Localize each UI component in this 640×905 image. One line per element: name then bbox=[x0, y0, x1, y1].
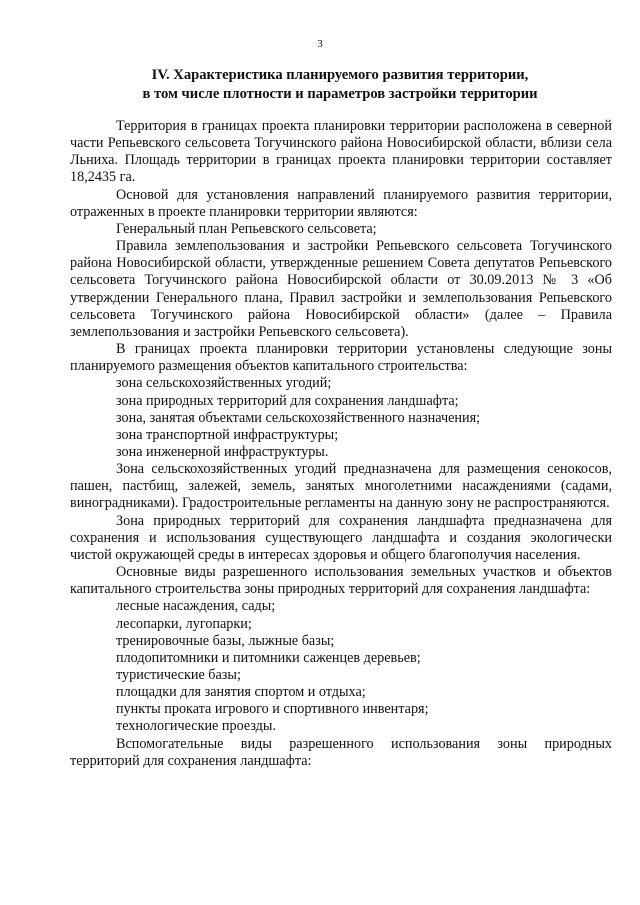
document-body bbox=[70, 118, 612, 770]
paragraph-basis: Основой для установления направлений планируемого развития территории, отраженных в проекте планировки территории являются: bbox=[70, 186, 612, 220]
list-item-main-use: тренировочные базы, лыжные базы; bbox=[116, 632, 335, 649]
section-title bbox=[70, 66, 610, 104]
list-item-main-use: площадки для занятия спортом и отдыха; bbox=[116, 684, 366, 701]
list-item-main-use: туристические базы; bbox=[116, 667, 241, 683]
list-item-zone: зона природных территорий для сохранения ландшафта; bbox=[116, 392, 459, 409]
list-item-zone: зона сельскохозяйственных угодий; bbox=[116, 375, 332, 392]
section-title-line-1: IV. Характеристика планируемого развития территории, bbox=[151, 67, 529, 83]
paragraph-zones-intro: В границах проекта планировки территории установлены следующие зоны планируемого размещения объектов капитального строительства: bbox=[70, 341, 612, 375]
paragraph-natural-zone: Зона природных территорий для сохранения ландшафта предназначена для сохранения и использования существующего ландшафта и создания экологически чистой окружающей среды в интересах здоровья и общего благополучия населения. bbox=[70, 512, 612, 563]
paragraph-rules: Правила землепользования и застройки Репьевского сельсовета Тогучинского района Новосибирской области, утвержденные решением Совета депутатов Репьевского сельсовета Тогучинского района Новосибирской области от 30.09.2013 № 3 «Об утверждении Генерального плана, Правил застройки и землепользования Репьевского сельсовета Тогучинского района Новосибирской области» (далее – Правила землепользования и застройки Репьевского сельсовета). bbox=[70, 238, 612, 340]
list-item-main-use: лесные насаждения, сады; bbox=[116, 598, 276, 615]
list-item-main-use: плодопитомники и питомники саженцев деревьев; bbox=[116, 649, 421, 666]
paragraph-agricultural-zone: Зона сельскохозяйственных угодий предназначена для размещения сенокосов, пашен, пастбищ, залежей, земель, занятых многолетними насаждениями (садами, виноградниками). Градостроительные регламенты на данную зону не распространяются. bbox=[70, 461, 612, 512]
list-item-zone: зона, занятая объектами сельскохозяйственного назначения; bbox=[116, 409, 481, 426]
section-title-line-2: в том числе плотности и параметров застройки территории bbox=[142, 86, 538, 102]
paragraph-main-uses-intro: Основные виды разрешенного использования земельных участков и объектов капитального строительства зоны природных территорий для сохранения ландшафта: bbox=[70, 564, 612, 598]
list-item-main-use: лесопарки, лугопарки; bbox=[116, 615, 252, 632]
list-item-zone: зона транспортной инфраструктуры; bbox=[116, 426, 339, 443]
page-number: 3 bbox=[317, 38, 323, 50]
list-item-general-plan: Генеральный план Репьевского сельсовета; bbox=[116, 220, 377, 237]
list-item-main-use: пункты проката игрового и спортивного инвентаря; bbox=[116, 701, 429, 718]
paragraph-auxiliary-uses-intro: Вспомогательные виды разрешенного использования зоны природных территорий для сохранения ландшафта: bbox=[70, 735, 612, 769]
list-item-main-use: технологические проезды. bbox=[116, 718, 276, 735]
list-item-zone: зона инженерной инфраструктуры. bbox=[116, 443, 329, 460]
paragraph-territory: Территория в границах проекта планировки территории расположена в северной части Репьевского сельсовета Тогучинского района Новосибирской области, вблизи села Льниха. Площадь территории в границах проекта планировки территории составляет 18,2435 га. bbox=[70, 118, 612, 186]
